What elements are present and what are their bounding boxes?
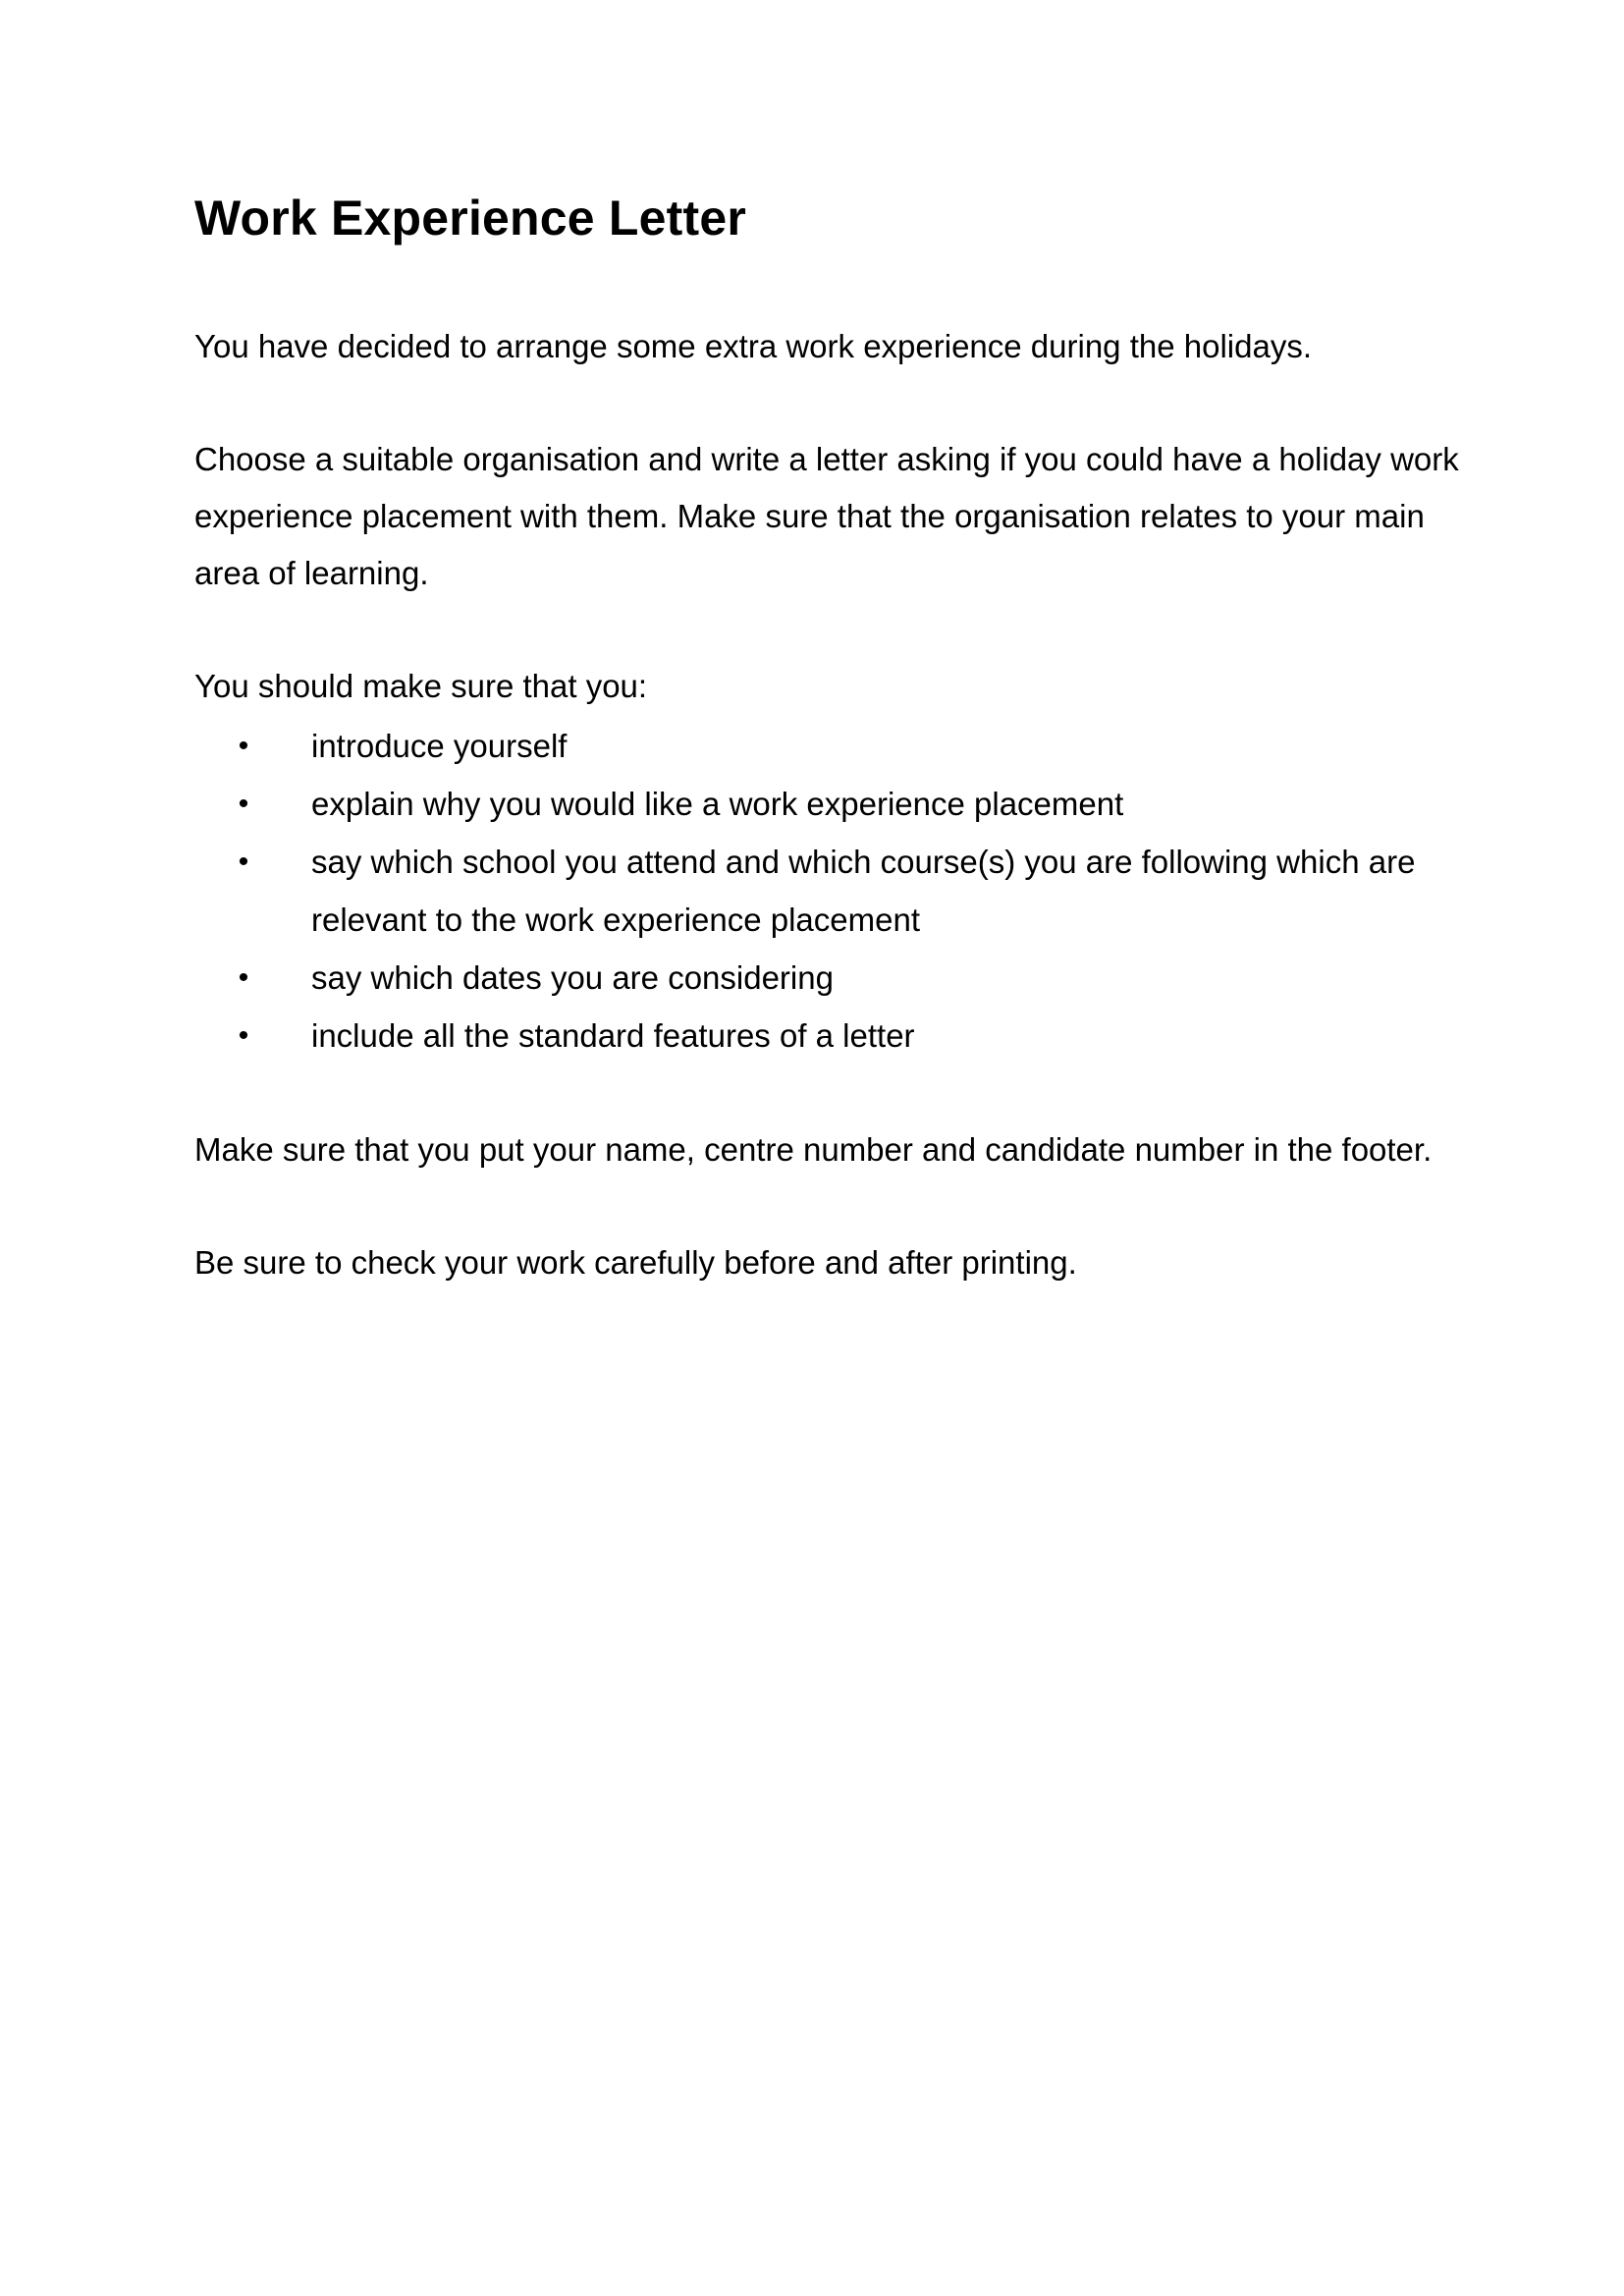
list-item (194, 833, 1461, 949)
choose-organisation-paragraph: Choose a suitable organisation and write a letter asking if you could have a holiday work experience placement with them. Make sure that the organisation relates to your main area of learning. (194, 441, 1459, 591)
list-item (194, 775, 1461, 833)
list-item (194, 949, 1461, 1007)
footer-instruction-paragraph: Make sure that you put your name, centre number and candidate number in the footer. (194, 1131, 1433, 1168)
bullet-icon: • (238, 1019, 249, 1052)
list-item-text: say which school you attend and which course(s) you are following which are relevant to the work experience placement (311, 844, 1416, 938)
list-item-text: introduce yourself (311, 728, 568, 764)
bullet-icon: • (238, 788, 249, 820)
list-item-text: say which dates you are considering (311, 959, 834, 996)
document-content (194, 189, 1461, 1291)
document-title: Work Experience Letter (194, 191, 747, 246)
list-item (194, 1007, 1461, 1065)
requirements-intro: You should make sure that you: (194, 668, 648, 704)
list-item-text: include all the standard features of a letter (311, 1017, 915, 1054)
intro-paragraph: You have decided to arrange some extra work experience during the holidays. (194, 328, 1312, 364)
requirements-list (194, 717, 1461, 1065)
list-item-text: explain why you would like a work experience placement (311, 786, 1124, 822)
check-work-paragraph: Be sure to check your work carefully before and after printing. (194, 1244, 1077, 1281)
bullet-icon: • (238, 846, 249, 878)
list-item (194, 717, 1461, 775)
bullet-icon: • (238, 730, 249, 762)
bullet-icon: • (238, 961, 249, 994)
